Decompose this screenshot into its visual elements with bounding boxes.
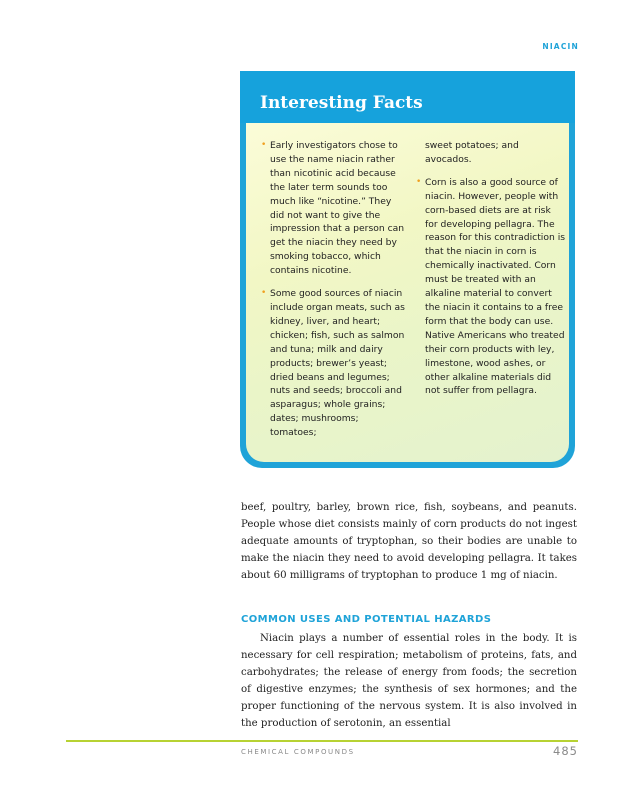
facts-column-right	[416, 139, 566, 407]
fact-item	[416, 176, 566, 399]
section-heading: COMMON USES AND POTENTIAL HAZARDS	[241, 614, 492, 625]
bullet-icon: •	[261, 140, 267, 150]
bullet-icon: •	[416, 176, 422, 187]
paragraph-text: beef, poultry, barley, brown rice, fish, soybeans, and peanuts. People whose diet consists mainly of corn products do not ingest adequate amounts of tryptophan, so their bodies are unable to make the niacin they need to avoid developing pellagra. It takes about 60 milligrams of tryptophan to produce 1 mg of niacin.	[241, 502, 577, 581]
fact-text: Some good sources of niacin include organ meats, such as kidney, liver, and heart; chicken; fish, such as salmon and tuna; milk and dairy products; brewer’s yeast; dried beans and legumes; nuts and seeds; broccoli and asparagus; whole grains; dates; mushrooms; tomatoes;	[270, 288, 405, 439]
body-paragraph-2	[241, 631, 577, 732]
box-header	[240, 71, 575, 123]
running-head: NIACIN	[542, 42, 579, 51]
footer-label: CHEMICAL COMPOUNDS	[241, 748, 355, 756]
fact-text: Corn is also a good source of niacin. However, people with corn-based diets are at risk for developing pellagra. The reason for this contradiction is that the niacin in corn is chemically inactivated. Corn must be treated with an alkaline material to convert the niacin it contains to a free form that the body can use. Native Americans who treated their corn products with ley, limestone, wood ashes, or other alkaline materials did not suffer from pellagra.	[425, 176, 566, 397]
facts-column-left	[261, 139, 407, 449]
fact-continuation: sweet potatoes; and avocados.	[425, 140, 519, 165]
fact-item	[261, 287, 407, 440]
fact-item	[261, 139, 407, 278]
page-number: 485	[553, 744, 578, 758]
fact-text: Early investigators chose to use the name niacin rather than nicotinic acid because the later term sounds too much like “nicotine.” They did not want to give the impression that a person can get the niacin they need by smoking tobacco, which contains nicotine.	[270, 140, 405, 277]
bullet-icon: •	[261, 288, 267, 299]
box-title: Interesting Facts	[260, 93, 423, 113]
interesting-facts-box	[240, 71, 575, 468]
paragraph-text: Niacin plays a number of essential roles in the body. It is necessary for cell respiration; metabolism of proteins, fats, and carbohydrates; the release of energy from foods; the secretion of digestive enzymes; the synthesis of sex hormones; and the proper functioning of the nervous system. It is also involved in the production of serotonin, an essential	[241, 633, 577, 729]
body-paragraph-1	[241, 500, 577, 585]
box-body	[246, 123, 569, 462]
footer-rule	[66, 740, 578, 742]
